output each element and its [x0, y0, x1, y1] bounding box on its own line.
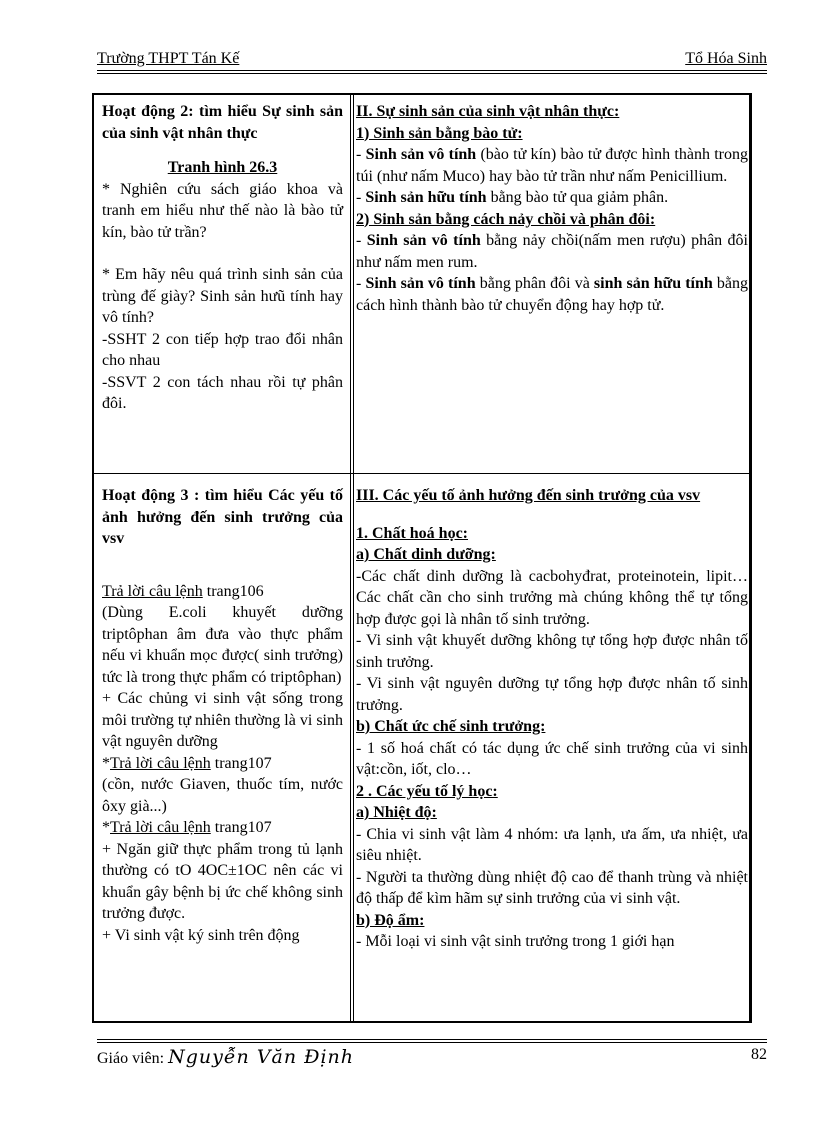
page-header	[97, 50, 767, 70]
header-rule	[97, 70, 767, 71]
section-ii-1-para1: - Sinh sản vô tính (bào tử kín) bào tử được hình thành trong túi (như nấm Muco) hay bào tử trần như nấm Penicillium.	[356, 146, 748, 185]
teacher-label: Giáo viên:	[97, 1050, 165, 1067]
row1-right-cell	[356, 101, 748, 316]
page-number: 82	[751, 1046, 767, 1063]
prompt-107b: *Trả lời câu lệnh trang107	[102, 819, 272, 836]
prompt-107a: *Trả lời câu lệnh trang107	[102, 754, 272, 772]
inhibitors-para: - 1 số hoá chất có tác dụng ức chế sinh trưởng của vi sinh vật:cồn, iốt, clo…	[356, 739, 748, 778]
activity3-title: Hoạt động 3 : tìm hiểu Các yếu tố ảnh hưởng đến sinh trưởng của vsv	[102, 487, 343, 547]
temperature-para1: - Chia vi sinh vật làm 4 nhóm: ưa lạnh, ưa ấm, ưa nhiệt, ưa siêu nhiệt.	[356, 825, 748, 864]
row2-right-cell	[356, 485, 748, 953]
prototroph-note: + Các chủng vi sinh vật sống trong môi trường tự nhiên thường là vi sinh vật nguyên dưỡng	[102, 690, 343, 750]
physical-factors-heading: 2 . Các yếu tố lý học:	[356, 782, 498, 800]
nutrients-para3: - Vi sinh vật nguyên dưỡng tự tổng hợp được nhân tố sinh trưởng.	[356, 675, 748, 714]
humidity-heading: b) Độ ẩm:	[356, 911, 425, 929]
lesson-table	[92, 93, 752, 1023]
section-ii-1-para2: - Sinh sản hữu tính bằng bào tử qua giảm phân.	[356, 189, 669, 206]
answer-2: -SSVT 2 con tách nhau rồi tự phân đôi.	[102, 373, 343, 412]
section-ii-2-para2: - Sinh sản vô tính bằng phân đôi và sinh sản hữu tính bằng cách hình thành bào tử chuyển động hay hợp tử.	[356, 275, 749, 314]
header-rule-2	[97, 73, 767, 74]
footer-rule	[97, 1039, 767, 1040]
school-name: Trường THPT Tán Kế	[97, 50, 240, 67]
parasite-note: + Vi sinh vật ký sinh trên động	[102, 926, 300, 944]
department-name: Tổ Hóa Sinh	[685, 50, 767, 67]
ecoli-note: (Dùng E.coli khuyết dưỡng triptôphan âm đưa vào thực phẩm nếu vi khuẩn mọc được( sinh trưởng) tức là trong thực phẩm có triptôphan)	[102, 604, 343, 686]
page-footer	[97, 1046, 767, 1068]
row1-left-cell	[102, 101, 343, 415]
answer-1: -SSHT 2 con tiếp hợp trao đổi nhân cho nhau	[102, 330, 343, 369]
section-iii-title: III. Các yếu tố ảnh hưởng đến sinh trưởng của vsv	[356, 487, 701, 504]
nutrients-para1: -Các chất dinh dưỡng là cacbohyđrat, proteinotein, lipit…Các chất cần cho sinh trưởng mà chúng không thể tự tổng hợp được gọi là nhân tố sinh trưởng.	[356, 567, 748, 628]
inhibitors-heading: b) Chất ức chế sinh trưởng:	[356, 718, 546, 735]
footer-rule-2	[97, 1042, 767, 1043]
question-2: * Em hãy nêu quá trình sinh sản của trùng đế giày? Sinh sản hưũ tính hay vô tính?	[102, 266, 343, 326]
chem-factors-heading: 1. Chất hoá học:	[356, 524, 469, 542]
prompt-106: Trả lời câu lệnh trang106	[102, 582, 264, 600]
nutrients-heading: a) Chất dinh dưỡng:	[356, 546, 496, 563]
section-ii-2-para1: - Sinh sản vô tính bằng nảy chồi(nấm men rượu) phân đôi như nấm men rum.	[356, 232, 749, 271]
section-ii-2-heading: 2) Sinh sản bằng cách nảy chồi và phân đôi:	[356, 210, 656, 228]
fridge-note: + Ngăn giữ thực phẩm trong tủ lạnh thường có tO 4OC±1OC nên các vi khuẩn gây bệnh bị ức chế không sinh trưởng được.	[102, 840, 343, 922]
column-divider	[350, 95, 354, 1021]
nutrients-para2: - Vi sinh vật khuyết dưỡng không tự tổng hợp được nhân tố sinh trưởng.	[356, 632, 748, 671]
row-separator	[92, 473, 752, 474]
question-1: * Nghiên cứu sách giáo khoa và tranh em hiểu như thế nào là bào tử kín, bào tử trần?	[102, 180, 343, 241]
figure-caption: Tranh hình 26.3	[167, 159, 278, 176]
teacher-signature: Nguyễn Văn Định	[168, 1046, 355, 1068]
section-ii-1-heading: 1) Sinh sản bằng bào tử:	[356, 124, 523, 142]
humidity-para: - Mỗi loại vi sinh vật sinh trưởng trong 1 giới hạn	[356, 933, 675, 950]
row2-left-cell	[102, 485, 343, 946]
section-ii-title: II. Sự sinh sản của sinh vật nhân thực:	[356, 103, 620, 120]
chemicals-note: (cồn, nước Giaven, thuốc tím, nước ôxy già...)	[102, 776, 343, 815]
activity2-title: Hoạt động 2: tìm hiểu Sự sinh sản của sinh vật nhân thực	[102, 103, 343, 142]
temperature-para2: - Người ta thường dùng nhiệt độ cao để thanh trùng và nhiệt độ thấp để kìm hãm sự sinh trưởng của vi sinh vật.	[356, 868, 748, 907]
temperature-heading: a) Nhiệt độ:	[356, 804, 437, 821]
